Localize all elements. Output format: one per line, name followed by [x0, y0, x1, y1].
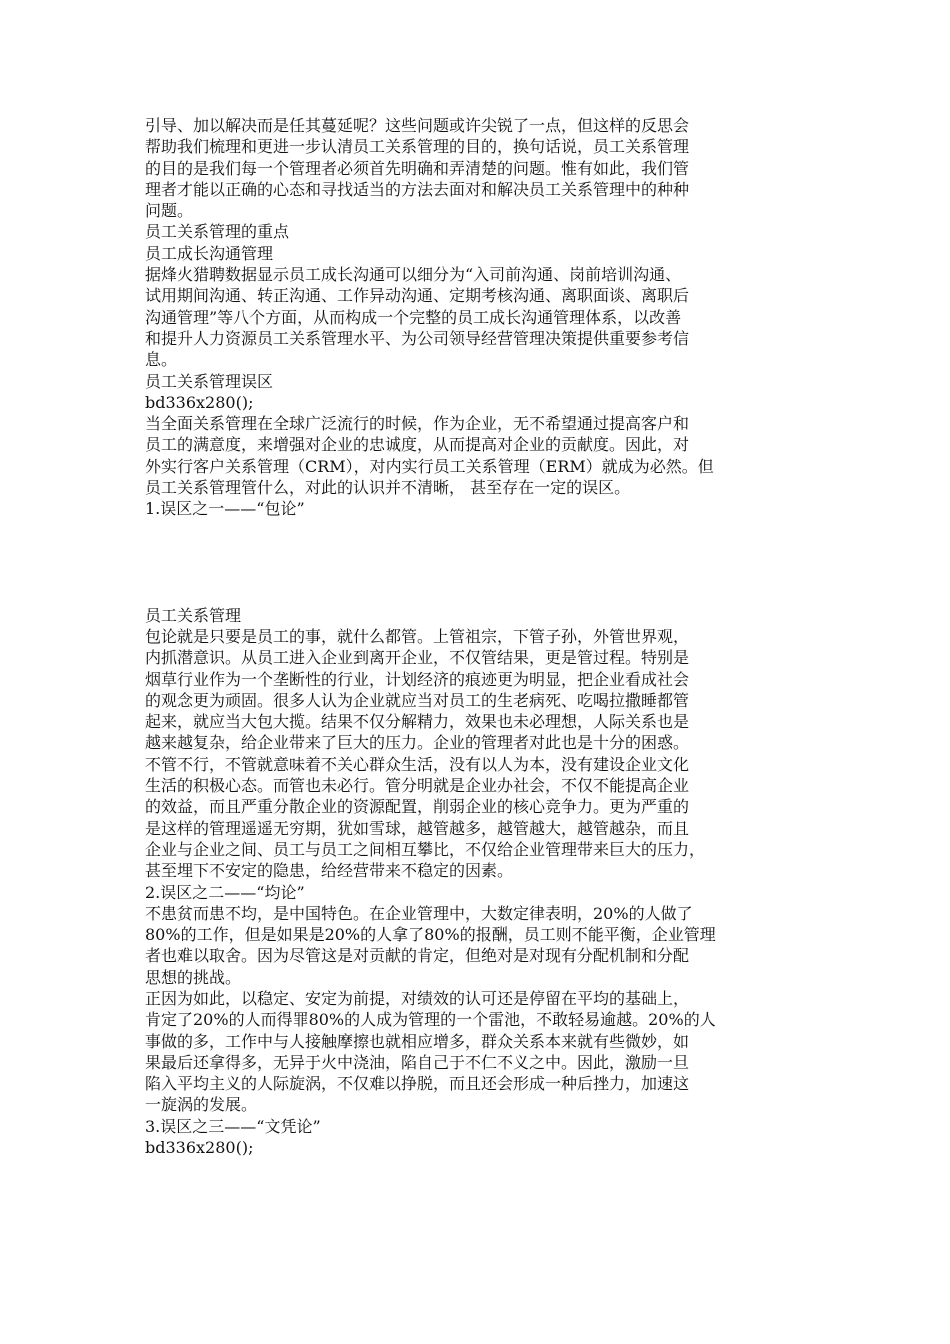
text-line: 越来越复杂，给企业带来了巨大的压力。企业的管理者对此也是十分的困惑。: [145, 733, 690, 753]
text-line: 的观念更为顽固。很多人认为企业就应当对员工的生老病死、吃喝拉撒睡都管: [145, 690, 690, 710]
text-line: 和提升人力资源员工关系管理水平、为公司领导经营管理决策提供重要参考信: [145, 328, 690, 348]
text-line: 外实行客户关系管理（CRM），对内实行员工关系管理（ERM）就成为必然。但: [145, 456, 714, 476]
text-line: 是这样的管理遥遥无穷期，犹如雪球，越管越多，越管越大，越管越杂，而且: [145, 818, 690, 838]
heading-misconceptions: 员工关系管理误区: [145, 371, 274, 391]
text-line: 陷入平均主义的人际旋涡，不仅难以挣脱，而且还会形成一种后挫力，加速这: [145, 1074, 690, 1094]
document-body: [145, 115, 813, 1158]
text-line: 息。: [145, 350, 178, 370]
text-line: 企业与企业之间、员工与员工之间相互攀比，不仅给企业管理带来巨大的压力，: [145, 839, 706, 859]
heading-misconception-3: 3.误区之三——“文凭论”: [145, 1116, 321, 1136]
text-line: 正因为如此，以稳定、安定为前提，对绩效的认可还是停留在平均的基础上，: [145, 988, 690, 1008]
text-line: 员工的满意度，来增强对企业的忠诚度，从而提高对企业的贡献度。因此，对: [145, 435, 690, 455]
text-line: 事做的多，工作中与人接触摩擦也就相应增多，群众关系本来就有些微妙，如: [145, 1031, 690, 1051]
text-line: 据烽火猎聘数据显示员工成长沟通可以细分为“入司前沟通、岗前培训沟通、: [145, 265, 682, 285]
text-line: 当全面关系管理在全球广泛流行的时候，作为企业，无不希望通过提高客户和: [145, 414, 690, 434]
text-line: 不管不行，不管就意味着不关心群众生活，没有以人为本，没有建设企业文化: [145, 754, 690, 774]
section-intro: [145, 115, 813, 520]
text-line: 试用期间沟通、转正沟通、工作异动沟通、定期考核沟通、离职面谈、离职后: [145, 286, 690, 306]
text-line: 的效益，而且严重分散企业的资源配置，削弱企业的核心竞争力。更为严重的: [145, 797, 690, 817]
heading-focus: 员工关系管理的重点: [145, 222, 290, 242]
ad-placeholder-text: bd336x280();: [145, 392, 254, 412]
text-line: 起来，就应当大包大揽。结果不仅分解精力，效果也未必理想，人际关系也是: [145, 712, 690, 732]
heading-employee-relations: 员工关系管理: [145, 605, 242, 625]
text-line: 80%的工作，但是如果是20%的人拿了80%的报酬，员工则不能平衡，企业管理: [145, 925, 716, 945]
text-line: 问题。: [145, 201, 194, 221]
text-line: 引导、加以解决而是任其蔓延呢？这些问题或许尖锐了一点，但这样的反思会: [145, 116, 690, 135]
text-line: 肯定了20%的人而得罪80%的人成为管理的一个雷池，不敢轻易逾越。20%的人: [145, 1010, 716, 1030]
section-misconceptions: [145, 605, 813, 1159]
text-line: 员工关系管理管什么，对此的认识并不清晰， 甚至存在一定的误区。: [145, 478, 631, 498]
text-line: 帮助我们梳理和更进一步认清员工关系管理的目的，换句话说，员工关系管理: [145, 137, 690, 157]
text-line: 不患贫而患不均，是中国特色。在企业管理中，大数定律表明，20%的人做了: [145, 903, 693, 923]
text-line: 果最后还拿得多，无异于火中浇油，陷自己于不仁不义之中。因此，激励一旦: [145, 1052, 690, 1072]
heading-misconception-2: 2.误区之二——“均论”: [145, 882, 305, 902]
ad-placeholder-text: bd336x280();: [145, 1138, 254, 1158]
text-line: 内抓潜意识。从员工进入企业到离开企业，不仅管结果，更是管过程。特别是: [145, 648, 690, 668]
heading-misconception-1: 1.误区之一——“包论”: [145, 499, 305, 519]
text-line: 的目的是我们每一个管理者必须首先明确和弄清楚的问题。惟有如此，我们管: [145, 158, 690, 178]
text-line: 者也难以取舍。因为尽管这是对贡献的肯定，但绝对是对现有分配机制和分配: [145, 946, 690, 966]
text-line: 甚至埋下不安定的隐患，给经营带来不稳定的因素。: [145, 861, 514, 881]
heading-growth-communication: 员工成长沟通管理: [145, 243, 274, 263]
text-line: 生活的积极心态。而管也未必行。管分明就是企业办社会，不仅不能提高企业: [145, 776, 690, 796]
text-line: 沟通管理”等八个方面，从而构成一个完整的员工成长沟通管理体系，以改善: [145, 307, 682, 327]
text-line: 烟草行业作为一个垄断性的行业，计划经济的痕迹更为明显，把企业看成社会: [145, 669, 690, 689]
text-line: 理者才能以正确的心态和寻找适当的方法去面对和解决员工关系管理中的种种: [145, 179, 690, 199]
text-line: 一旋涡的发展。: [145, 1095, 258, 1115]
blank-gap: [145, 520, 813, 605]
text-line: 包论就是只要是员工的事，就什么都管。上管祖宗，下管子孙，外管世界观，: [145, 626, 690, 646]
text-line: 思想的挑战。: [145, 967, 242, 987]
